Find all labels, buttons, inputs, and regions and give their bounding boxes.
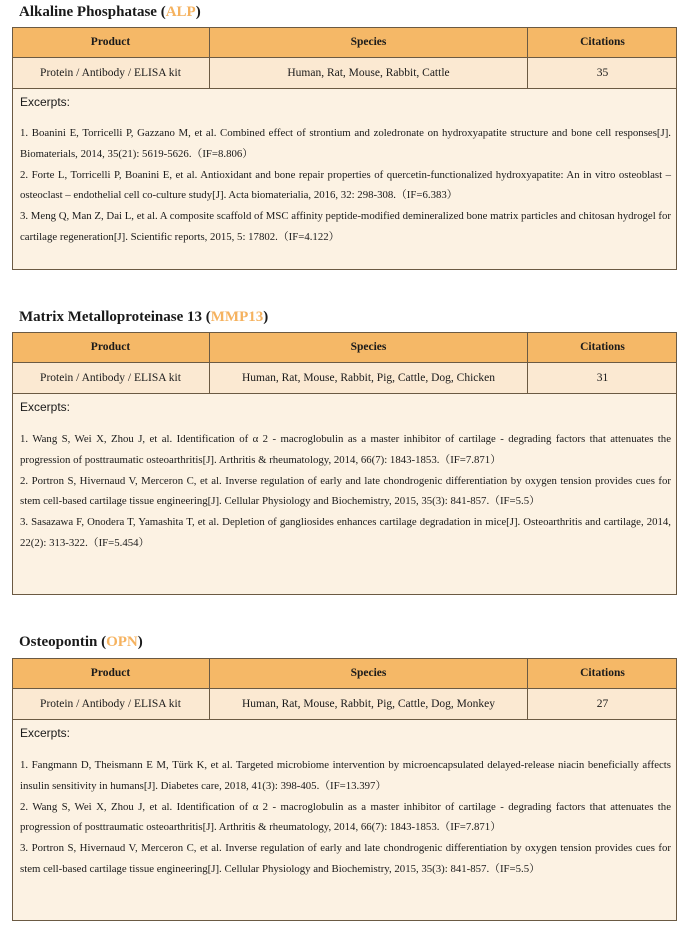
reference-list — [20, 429, 671, 554]
table-row — [12, 58, 677, 88]
header-species: Species — [210, 27, 528, 57]
cell-species: Human, Rat, Mouse, Rabbit, Pig, Cattle, Dog, Monkey — [210, 689, 528, 719]
header-species: Species — [210, 658, 528, 688]
reference-item: 1. Fangmann D, Theismann E M, Türk K, et al. Targeted microbiome intervention by microencapsulated delayed-release niacin beneficially affects insulin sensitivity in humans[J]. Diabetes care, 2018, 41(3): 398-405.（IF=13.397） — [20, 759, 671, 792]
product-table — [12, 27, 677, 89]
reference-item: 3. Meng Q, Man Z, Dai L, et al. A composite scaffold of MSC affinity peptide-modified demineralized bone matrix particles and chitosan hydrogel for cartilage regeneration[J]. Scientific reports, 2015, 5: 17802.（IF=4.122） — [20, 210, 671, 243]
title-abbreviation: ALP — [165, 4, 196, 20]
excerpts-label: Excerpts: — [20, 400, 71, 414]
reference-item: 2. Wang S, Wei X, Zhou J, et al. Identification of α 2 - macroglobulin as a master inhibitor of cartilage - degrading factors that attenuates the progression of posttraumatic osteoarthritis[J]. Arthritis & rheumatology, 2014, 66(7): 1843-1853.（IF=7.871） — [20, 800, 671, 834]
excerpts-box — [12, 394, 677, 595]
table-header-row — [12, 658, 677, 688]
header-species: Species — [210, 332, 528, 362]
reference-item: 2. Portron S, Hivernaud V, Merceron C, et al. Inverse regulation of early and late chondrogenic differentiation by oxygen tension provides cues for stem cell-based cartilage tissue engineering[J]. Cellular Physiology and Biochemistry, 2015, 35(3): 841-857.（IF=5.5） — [20, 474, 671, 508]
product-table — [12, 658, 677, 720]
table-header-row — [12, 27, 677, 57]
table-row — [12, 689, 677, 719]
cell-citations: 31 — [596, 372, 609, 384]
section-title — [19, 307, 268, 327]
section-title — [19, 632, 143, 652]
header-citations: Citations — [580, 36, 625, 48]
title-text: Matrix Metalloproteinase 13 ( — [19, 309, 211, 325]
title-close: ) — [137, 634, 143, 650]
cell-product: Protein / Antibody / ELISA kit — [12, 363, 210, 393]
reference-item: 3. Sasazawa F, Onodera T, Yamashita T, et al. Depletion of gangliosides enhances cartilage degradation in mice[J]. Osteoarthritis and cartilage, 2014, 22(2): 313-322.（IF=5.454） — [20, 516, 671, 549]
reference-list — [20, 755, 671, 880]
cell-species: Human, Rat, Mouse, Rabbit, Cattle — [210, 58, 528, 88]
reference-list — [20, 123, 671, 248]
table-header-row — [12, 332, 677, 362]
product-table — [12, 332, 677, 394]
title-abbreviation: OPN — [106, 634, 138, 650]
title-text: Osteopontin ( — [19, 634, 107, 650]
excerpts-label: Excerpts: — [20, 95, 71, 109]
title-close: ) — [263, 309, 269, 325]
cell-species: Human, Rat, Mouse, Rabbit, Pig, Cattle, Dog, Chicken — [210, 363, 528, 393]
reference-item: 2. Forte L, Torricelli P, Boanini E, et al. Antioxidant and bone repair properties of quercetin-functionalized hydroxyapatite: An in vitro osteoblast – osteoclast – endothelial cell co-culture study[J]. Acta biomaterialia, 2016, 32: 298-308.（IF=6.383） — [20, 168, 671, 202]
cell-product: Protein / Antibody / ELISA kit — [12, 58, 210, 88]
header-product: Product — [12, 332, 210, 362]
header-product: Product — [12, 658, 210, 688]
cell-citations: 27 — [596, 698, 609, 710]
excerpts-box — [12, 89, 677, 270]
table-row — [12, 363, 677, 393]
header-citations: Citations — [580, 667, 625, 679]
header-product: Product — [12, 27, 210, 57]
section-title — [19, 2, 201, 22]
reference-item: 1. Wang S, Wei X, Zhou J, et al. Identification of α 2 - macroglobulin as a master inhibitor of cartilage - degrading factors that attenuates the progression of posttraumatic osteoarthritis[J]. Arthritis & rheumatology, 2014, 66(7): 1843-1853.（IF=7.871） — [20, 433, 671, 466]
reference-item: 3. Portron S, Hivernaud V, Merceron C, et al. Inverse regulation of early and late chondrogenic differentiation by oxygen tension provides cues for stem cell-based cartilage tissue engineering[J]. Cellular Physiology and Biochemistry, 2015, 35(3): 841-857.（IF=5.5） — [20, 842, 671, 875]
title-text: Alkaline Phosphatase ( — [19, 4, 166, 20]
title-close: ) — [195, 4, 201, 20]
title-abbreviation: MMP13 — [210, 309, 264, 325]
excerpts-label: Excerpts: — [20, 726, 71, 740]
cell-product: Protein / Antibody / ELISA kit — [12, 689, 210, 719]
excerpts-box — [12, 720, 677, 921]
cell-citations: 35 — [596, 67, 609, 79]
header-citations: Citations — [580, 341, 625, 353]
reference-item: 1. Boanini E, Torricelli P, Gazzano M, et al. Combined effect of strontium and zoledronate on hydroxyapatite structure and bone cell responses[J]. Biomaterials, 2014, 35(21): 5619-5626.（IF=8.806） — [20, 127, 671, 160]
